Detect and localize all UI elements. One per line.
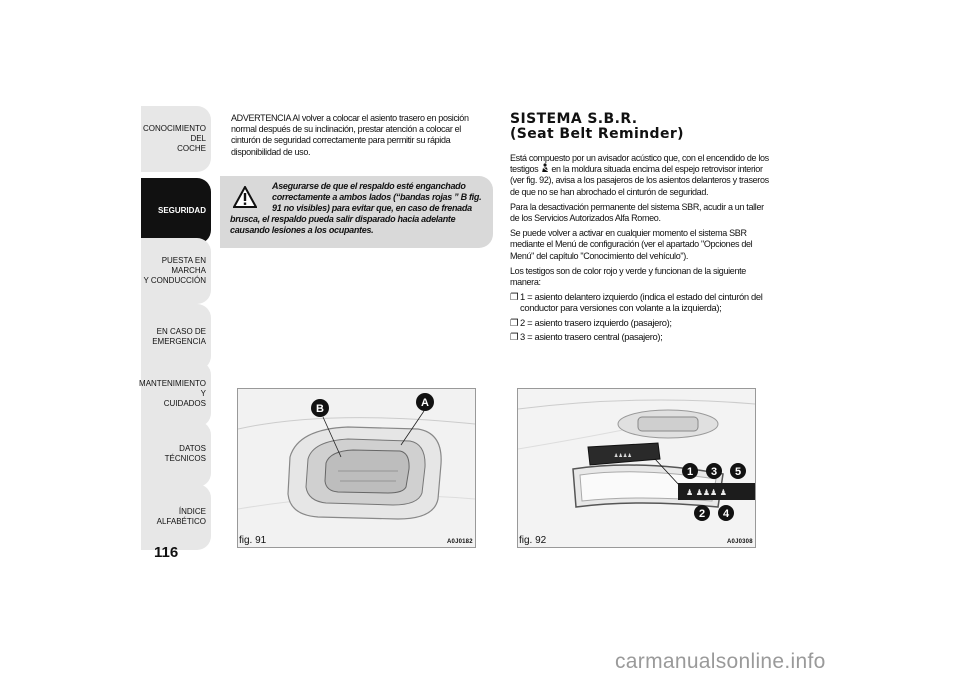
warning-text bbox=[230, 181, 488, 236]
seat-belt-icon bbox=[541, 163, 550, 173]
tab-indice-alfabetico[interactable]: ÍNDICE ALFABÉTICO bbox=[141, 484, 211, 550]
mirror-sbr-illustration bbox=[518, 389, 755, 547]
checkbox-bullet-icon: ❐ bbox=[510, 291, 519, 303]
list-item: ❐ 3 = asiento trasero central (pasajero); bbox=[510, 330, 663, 342]
svg-text:A: A bbox=[421, 397, 429, 409]
figure-91-label: fig. 91 bbox=[239, 535, 267, 546]
warning-line: brusca, el respaldo pueda salir disparado hacia adelante bbox=[230, 214, 456, 224]
advertencia-paragraph: ADVERTENCIA Al volver a colocar el asiento trasero en posición normal después de su inclinación, prestar atención a colocar el cinturón de seguridad correctamente para permitir su rápida disponibilidad de uso. bbox=[231, 112, 469, 157]
tab-seguridad[interactable]: SEGURIDAD bbox=[141, 178, 211, 244]
callout-5 bbox=[730, 463, 746, 479]
svg-text:5: 5 bbox=[734, 466, 742, 478]
svg-text:4: 4 bbox=[722, 508, 730, 520]
figure-92-code: A0J0308 bbox=[727, 539, 753, 545]
callout-3 bbox=[706, 463, 722, 479]
svg-text:♟ ♟♟♟ ♟: ♟ ♟♟♟ ♟ bbox=[686, 488, 727, 497]
paragraph-text: en la moldura situada encima del espejo retrovisor interior (ver fig. 92), avisa a los pasajeros de los asientos delanteros y traseros de que no se han abrochado el cinturón de seguridad. bbox=[510, 163, 769, 197]
callout-a bbox=[416, 393, 434, 411]
svg-text:3: 3 bbox=[710, 466, 718, 478]
svg-text:B: B bbox=[316, 403, 324, 415]
tab-datos-tecnicos[interactable]: DATOS TÉCNICOS bbox=[141, 421, 211, 487]
svg-text:1: 1 bbox=[686, 466, 694, 478]
tab-puesta-en-marcha[interactable]: PUESTA EN MARCHA Y CONDUCCIÓN bbox=[141, 238, 211, 304]
callout-1 bbox=[682, 463, 698, 479]
callout-2 bbox=[694, 505, 710, 521]
heading-line-2: (Seat Belt Reminder) bbox=[510, 126, 684, 142]
heading-line-1: SISTEMA S.B.R. bbox=[510, 111, 638, 127]
sbr-deactivation-paragraph: Para la desactivación permanente del sistema SBR, acudir a un taller de los Servicios Autorizados Alfa Romeo. bbox=[510, 200, 764, 224]
svg-text:♟♟♟♟: ♟♟♟♟ bbox=[614, 453, 632, 459]
warning-line: Asegurarse de que el respaldo esté enganchado bbox=[272, 181, 466, 191]
checkbox-bullet-icon: ❐ bbox=[510, 330, 519, 342]
svg-text:2: 2 bbox=[698, 508, 706, 520]
figure-91-code: A0J0182 bbox=[447, 539, 473, 545]
right-column bbox=[510, 112, 780, 345]
warning-box bbox=[220, 176, 493, 248]
tab-mantenimiento[interactable]: MANTENIMIENTO Y CUIDADOS bbox=[141, 361, 211, 427]
warning-line: causando lesiones a los ocupantes. bbox=[230, 225, 374, 235]
paragraph-text: Está compuesto por un avisador acústico que, con el encendido de los testigos bbox=[510, 152, 769, 175]
left-column bbox=[231, 112, 493, 161]
figure-92-label: fig. 92 bbox=[519, 535, 547, 546]
section-heading bbox=[510, 112, 780, 142]
figure-91 bbox=[237, 388, 476, 548]
checkbox-bullet-icon: ❐ bbox=[510, 316, 519, 328]
watermark: carmanualsonline.info bbox=[615, 650, 826, 673]
list-item: ❐ 2 = asiento trasero izquierdo (pasajero); bbox=[510, 316, 672, 328]
warning-line: correctamente a ambos lados (“bandas rojas ” B fig. bbox=[272, 192, 482, 202]
callout-b bbox=[311, 399, 329, 417]
callout-4 bbox=[718, 505, 734, 521]
warning-line: 91 no visibles) para evitar que, en caso de frenada bbox=[272, 203, 472, 213]
sbr-lights-paragraph: Los testigos son de color rojo y verde y funcionan de la siguiente manera: bbox=[510, 264, 746, 288]
tab-conocimiento-del-coche[interactable]: CONOCIMIENTO DEL COCHE bbox=[141, 106, 211, 172]
figure-92 bbox=[517, 388, 756, 548]
page-number: 116 bbox=[154, 544, 179, 561]
list-item: ❐ 1 = asiento delantero izquierdo (indica el estado del cinturón del conductor para versiones con volante a la izquierda); bbox=[510, 291, 763, 314]
sbr-reactivation-paragraph: Se puede volver a activar en cualquier momento el sistema SBR mediante el Menú de configuración (ver el apartado "Opciones del Menú" del capítulo "Conocimiento del vehículo"). bbox=[510, 227, 753, 261]
rear-seat-latch-illustration bbox=[238, 389, 475, 547]
tab-en-caso-de-emergencia[interactable]: EN CASO DE EMERGENCIA bbox=[141, 304, 211, 370]
sbr-intro-paragraph bbox=[510, 152, 769, 197]
